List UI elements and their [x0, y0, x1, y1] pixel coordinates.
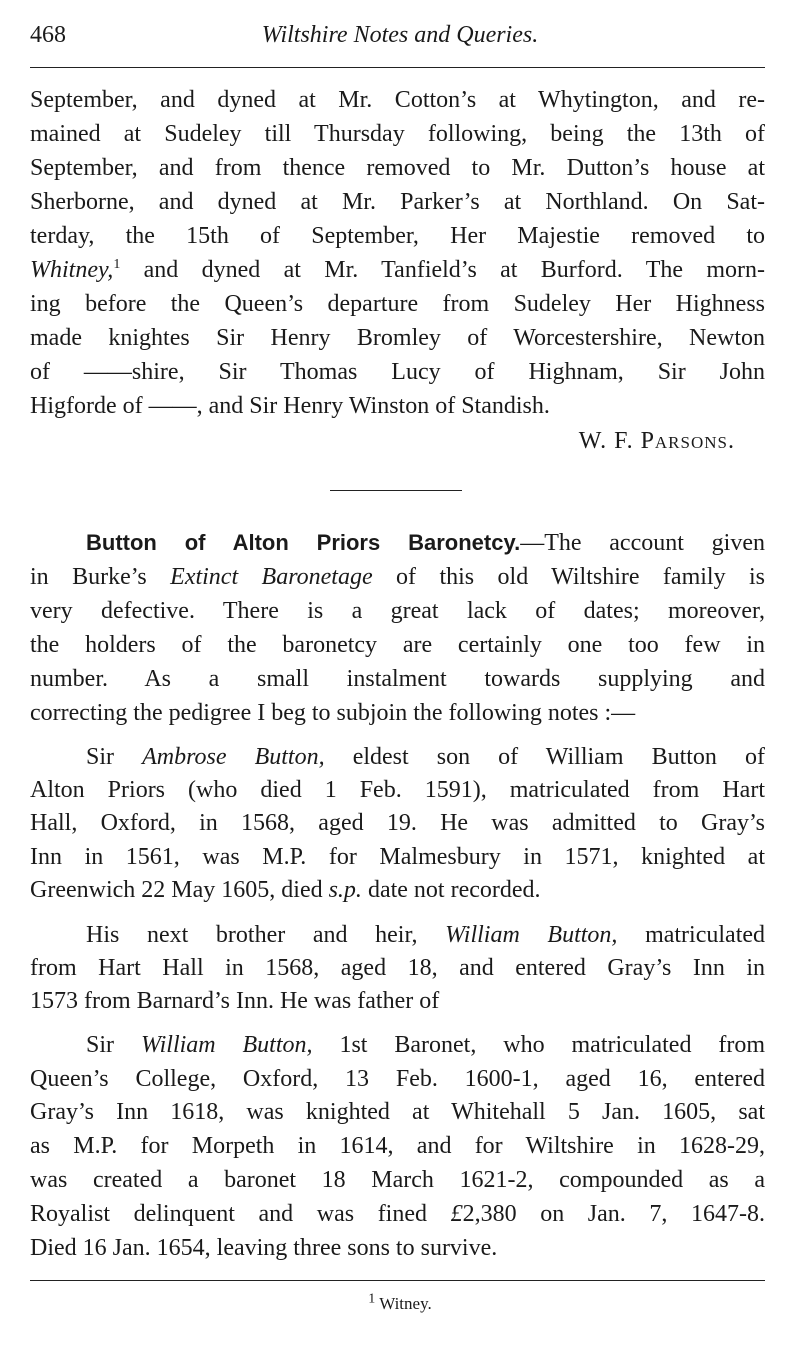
text-line	[30, 696, 765, 730]
text-run: Gray’s Inn 1618, was knighted at Whitehall 5 Jan. 1605, sat	[30, 1099, 765, 1125]
text-run: Died 16 Jan. 1654, leaving three sons to survive.	[30, 1235, 498, 1261]
footnote-rule	[30, 1280, 765, 1281]
text-run: terday, the 15th of September, Her Majestie removed to	[30, 223, 765, 249]
text-run: Sir	[86, 1032, 141, 1058]
italic-text: Extinct Baronetage	[170, 564, 373, 590]
text-run: made knightes Sir Henry Bromley of Worcestershire, Newton	[30, 325, 765, 351]
text-run: Higforde of ——, and Sir Henry Winston of Standish.	[30, 393, 550, 419]
text-line	[30, 662, 765, 696]
text-run: September, and from thence removed to Mr. Dutton’s house at	[30, 155, 765, 181]
text-line	[30, 185, 765, 219]
text-run: number. As a small instalment towards supplying and	[30, 666, 765, 692]
italic-text: £	[450, 1201, 463, 1227]
text-run: Inn in 1561, was M.P. for Malmesbury in 1571, knighted at	[30, 844, 765, 870]
text-run: of this old Wiltshire family is	[372, 564, 765, 590]
text-run: 1st Baronet, who matriculated from	[312, 1032, 766, 1058]
text-line	[30, 1197, 765, 1231]
text-line	[30, 806, 765, 840]
text-line	[30, 1231, 765, 1265]
footnote-text: Witney.	[375, 1294, 432, 1313]
signature	[30, 424, 735, 458]
text-line	[30, 773, 765, 807]
text-run: Sherborne, and dyned at Mr. Parker’s at Northland. On Sat-	[30, 189, 765, 215]
text-run: Queen’s College, Oxford, 13 Feb. 1600-1, aged 16, entered	[30, 1066, 765, 1092]
text-run: 1573 from Barnard’s Inn. He was father of	[30, 988, 440, 1014]
text-line	[30, 83, 765, 117]
section-divider	[330, 490, 462, 491]
text-line	[30, 389, 765, 423]
text-run: very defective. There is a great lack of dates; moreover,	[30, 598, 765, 624]
text-line	[30, 951, 765, 985]
text-run: Alton Priors (who died 1 Feb. 1591), matriculated from Hart	[30, 777, 765, 803]
text-run: 2,380 on Jan. 7, 1647-8.	[462, 1201, 765, 1227]
text-run: mained at Sudeley till Thursday following, being the 13th of	[30, 121, 765, 147]
text-run: from Hart Hall in 1568, aged 18, and entered Gray’s Inn in	[30, 955, 765, 981]
text-run: of ——shire, Sir Thomas Lucy of Highnam, Sir John	[30, 359, 765, 385]
text-run: Greenwich 22 May 1605, died	[30, 877, 329, 903]
text-run: was created a baronet 18 March 1621-2, compounded as a	[30, 1167, 765, 1193]
text-line	[30, 1129, 765, 1163]
text-line	[30, 560, 765, 594]
text-run: —The account given	[520, 530, 765, 556]
text-run: the holders of the baronetcy are certainly one too few in	[30, 632, 765, 658]
text-run: Royalist delinquent and was fined	[30, 1201, 451, 1227]
text-line	[30, 1095, 765, 1129]
text-line	[30, 873, 765, 907]
text-line	[86, 918, 765, 952]
text-run: as M.P. for Morpeth in 1614, and for Wiltshire in 1628-29,	[30, 1133, 765, 1159]
running-title: Wiltshire Notes and Queries.	[261, 22, 539, 48]
text-run: His next brother and heir,	[86, 922, 446, 948]
text-line	[30, 840, 765, 874]
text-run: Sir	[86, 744, 143, 770]
footnote	[0, 1291, 800, 1314]
text-run: eldest son of William Button of	[324, 744, 765, 770]
text-run: in Burke’s	[30, 564, 171, 590]
text-run: matriculated	[617, 922, 766, 948]
text-line	[86, 526, 765, 560]
footnote-ref: 1	[113, 257, 121, 272]
text-line	[30, 628, 765, 662]
text-line	[30, 355, 765, 389]
text-line	[30, 1062, 765, 1096]
text-run: and dyned at Mr. Tanfield’s at Burford. The morn-	[120, 257, 765, 283]
text-line	[30, 984, 765, 1018]
italic-text: Ambrose Button,	[142, 744, 325, 770]
italic-text: Whitney,	[30, 257, 114, 283]
text-line	[30, 219, 765, 253]
text-run: Hall, Oxford, in 1568, aged 19. He was admitted to Gray’s	[30, 810, 765, 836]
italic-text: s.p.	[328, 877, 362, 903]
text-line	[30, 1163, 765, 1197]
text-line	[30, 117, 765, 151]
header-rule	[30, 67, 765, 68]
bold-heading: Button of Alton Priors Baronetcy.	[86, 530, 521, 555]
author-name: W. F. Parsons.	[578, 428, 735, 454]
text-run: ing before the Queen’s departure from Sudeley Her Highness	[30, 291, 765, 317]
text-run: date not recorded.	[361, 877, 541, 903]
text-line	[30, 321, 765, 355]
text-line	[30, 287, 765, 321]
page-number: 468	[30, 22, 66, 48]
text-line	[86, 740, 765, 774]
text-line	[86, 1028, 765, 1062]
text-line	[30, 151, 765, 185]
text-line	[30, 253, 765, 287]
text-run: correcting the pedigree I beg to subjoin the following notes :—	[30, 700, 636, 726]
italic-text: William Button,	[445, 922, 618, 948]
italic-text: William Button,	[140, 1032, 313, 1058]
text-run: September, and dyned at Mr. Cotton’s at Whytington, and re-	[30, 87, 765, 113]
text-line	[30, 594, 765, 628]
footnote-marker: 1	[368, 1291, 376, 1307]
